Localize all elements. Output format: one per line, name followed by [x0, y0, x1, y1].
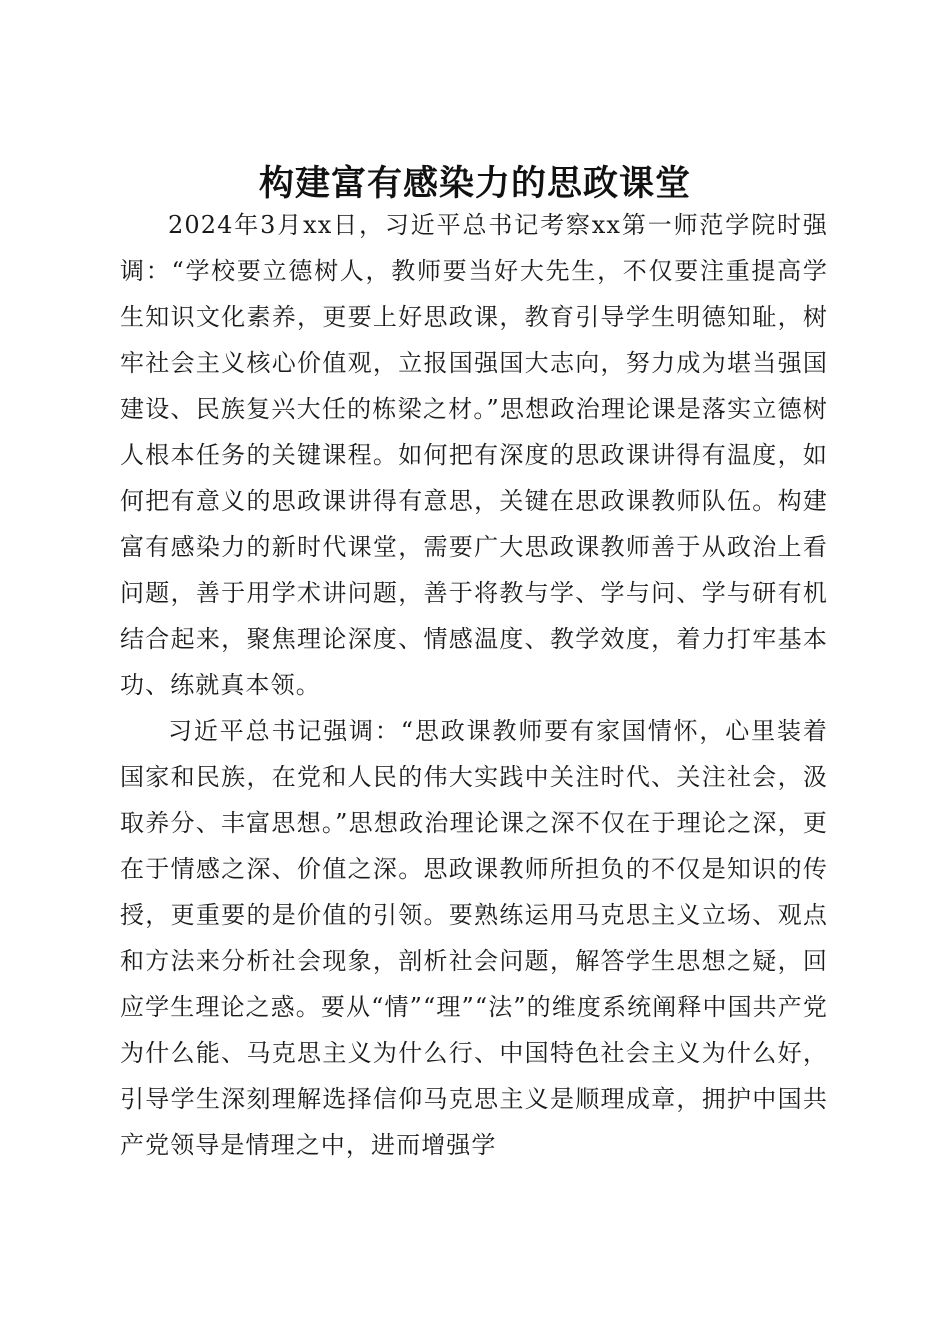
page-title: 构建富有感染力的思政课堂 — [258, 163, 691, 205]
paragraph-2: 习近平总书记强调：“思政课教师要有家国情怀，心里装着国家和民族，在党和人民的伟大实践中关注时代、关注社会，汲取养分、丰富思想。”思想政治理论课之深不仅在于理论之深，更在于情感之深、价值之深。思政课教师所担负的不仅是知识的传授，更重要的是价值的引领。要熟练运用马克思主义立场、观点和方法来分析社会现象，剖析社会问题，解答学生思想之疑，回应学生理论之惑。要从“情”“理”“法”的维度系统阐释中国共产党为什么能、马克思主义为什么行、中国特色社会主义为什么好，引导学生深刻理解选择信仰马克思主义是顺理成章，拥护中国共产党领导是情理之中，进而增强学 — [120, 717, 828, 1159]
paragraph-1: 2024年3月xx日，习近平总书记考察xx第一师范学院时强调：“学校要立德树人，教师要当好大先生，不仅要注重提高学生知识文化素养，更要上好思政课，教育引导学生明德知耻，树牢社会主义核心价值观，立报国强国大志向，努力成为堪当强国建设、民族复兴大任的栋梁之材。”思想政治理论课是落实立德树人根本任务的关键课程。如何把有深度的思政课讲得有温度，如何把有意义的思政课讲得有意思，关键在思政课教师队伍。构建富有感染力的新时代课堂，需要广大思政课教师善于从政治上看问题，善于用学术讲问题，善于将教与学、学与问、学与研有机结合起来，聚焦理论深度、情感温度、教学效度，着力打牢基本功、练就真本领。 — [120, 211, 828, 699]
article-body — [120, 202, 828, 1168]
